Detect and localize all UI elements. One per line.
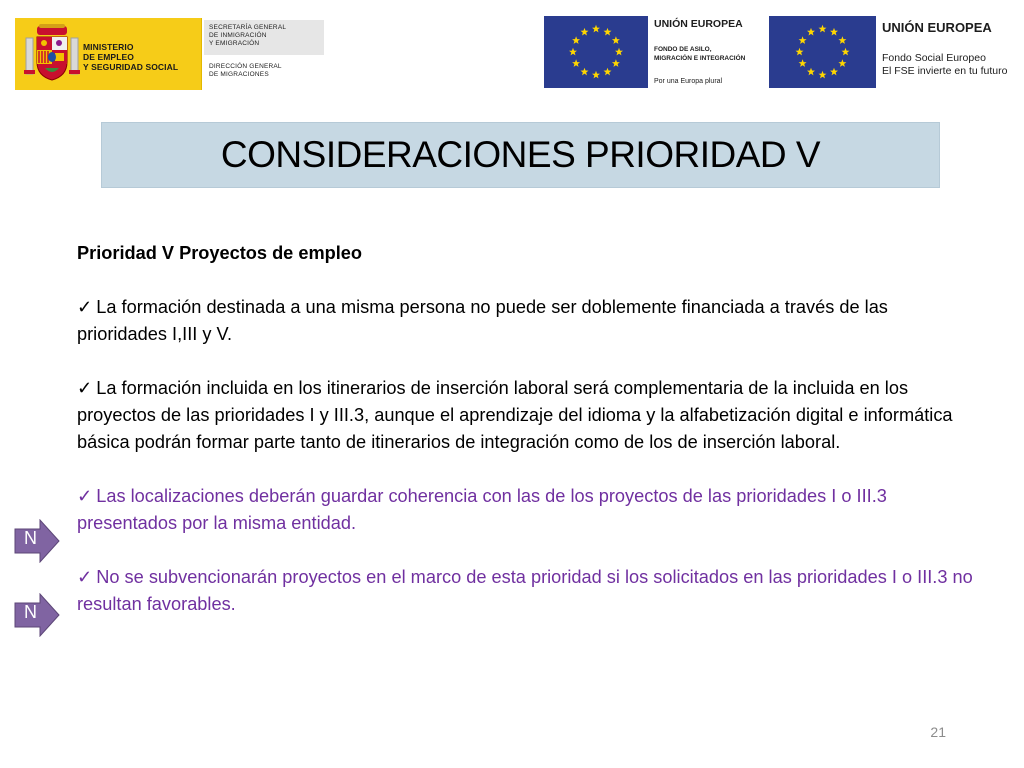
bullet-text: La formación incluida en los itinerarios de inserción laboral será complementaria de la incluida en los proyectos de las prioridades I y III.3, aunque el aprendizaje del idioma y la alfabetización digital e informática básica podrán formar parte tanto de itinerarios de integración como de los de inserción laboral.	[77, 378, 953, 452]
new-marker-label: N	[24, 528, 37, 548]
slide-title-box	[101, 122, 940, 188]
eu-fse-logo	[769, 16, 1015, 88]
eu-tagline: Por una Europa plural	[654, 78, 723, 85]
check-icon: ✓	[77, 378, 93, 398]
section-subtitle: Prioridad V Proyectos de empleo	[77, 243, 363, 263]
eu-fami-logo	[544, 16, 764, 88]
eu-title: UNIÓN EUROPEA	[882, 20, 992, 35]
eu-title: UNIÓN EUROPEA	[654, 18, 743, 30]
new-marker-arrow	[14, 519, 60, 563]
check-icon: ✓	[77, 567, 93, 587]
bullet-text: Las localizaciones deberán guardar coherencia con las de los proyectos de las prioridades I o III.3 presentados por la misma entidad.	[77, 486, 887, 533]
new-marker-arrow	[14, 593, 60, 637]
eu-flag-icon	[769, 16, 876, 88]
slide-title: CONSIDERACIONES PRIORIDAD V	[220, 134, 821, 175]
bullet-item	[77, 294, 977, 348]
bullet-item	[77, 483, 977, 537]
eu-fund-name: Fondo Social Europeo	[882, 52, 986, 64]
direccion-name: DIRECCIÓN GENERAL DE MIGRACIONES	[209, 63, 282, 78]
slide-content	[77, 240, 977, 618]
secretaria-name: SECRETARÍA GENERAL DE INMIGRACIÓN Y EMIGRACIÓN	[209, 24, 287, 47]
bullet-text: La formación destinada a una misma persona no puede ser doblemente financiada a través de las prioridades I,III y V.	[77, 297, 888, 344]
eu-tagline: El FSE invierte en tu futuro	[882, 65, 1008, 77]
spain-coat-of-arms-icon	[23, 24, 81, 86]
check-icon: ✓	[77, 297, 93, 317]
ministerio-name: MINISTERIO DE EMPLEO Y SEGURIDAD SOCIAL	[83, 42, 179, 72]
ministerio-logo	[15, 18, 202, 90]
right-arrow-icon	[14, 519, 60, 563]
logo-bar	[0, 0, 1024, 100]
bullet-text: No se subvencionarán proyectos en el marco de esta prioridad si los solicitados en las prioridades I o III.3 no resultan favorables.	[77, 567, 973, 614]
secretaria-label-box	[204, 20, 324, 55]
bullet-item	[77, 375, 977, 456]
check-icon: ✓	[77, 486, 93, 506]
right-arrow-icon	[14, 593, 60, 637]
page-number: 21	[930, 724, 946, 740]
eu-flag-icon	[544, 16, 648, 88]
bullet-item	[77, 564, 977, 618]
eu-fund-name: FONDO DE ASILO, MIGRACIÓN E INTEGRACIÓN	[654, 46, 746, 62]
new-marker-label: N	[24, 602, 37, 622]
